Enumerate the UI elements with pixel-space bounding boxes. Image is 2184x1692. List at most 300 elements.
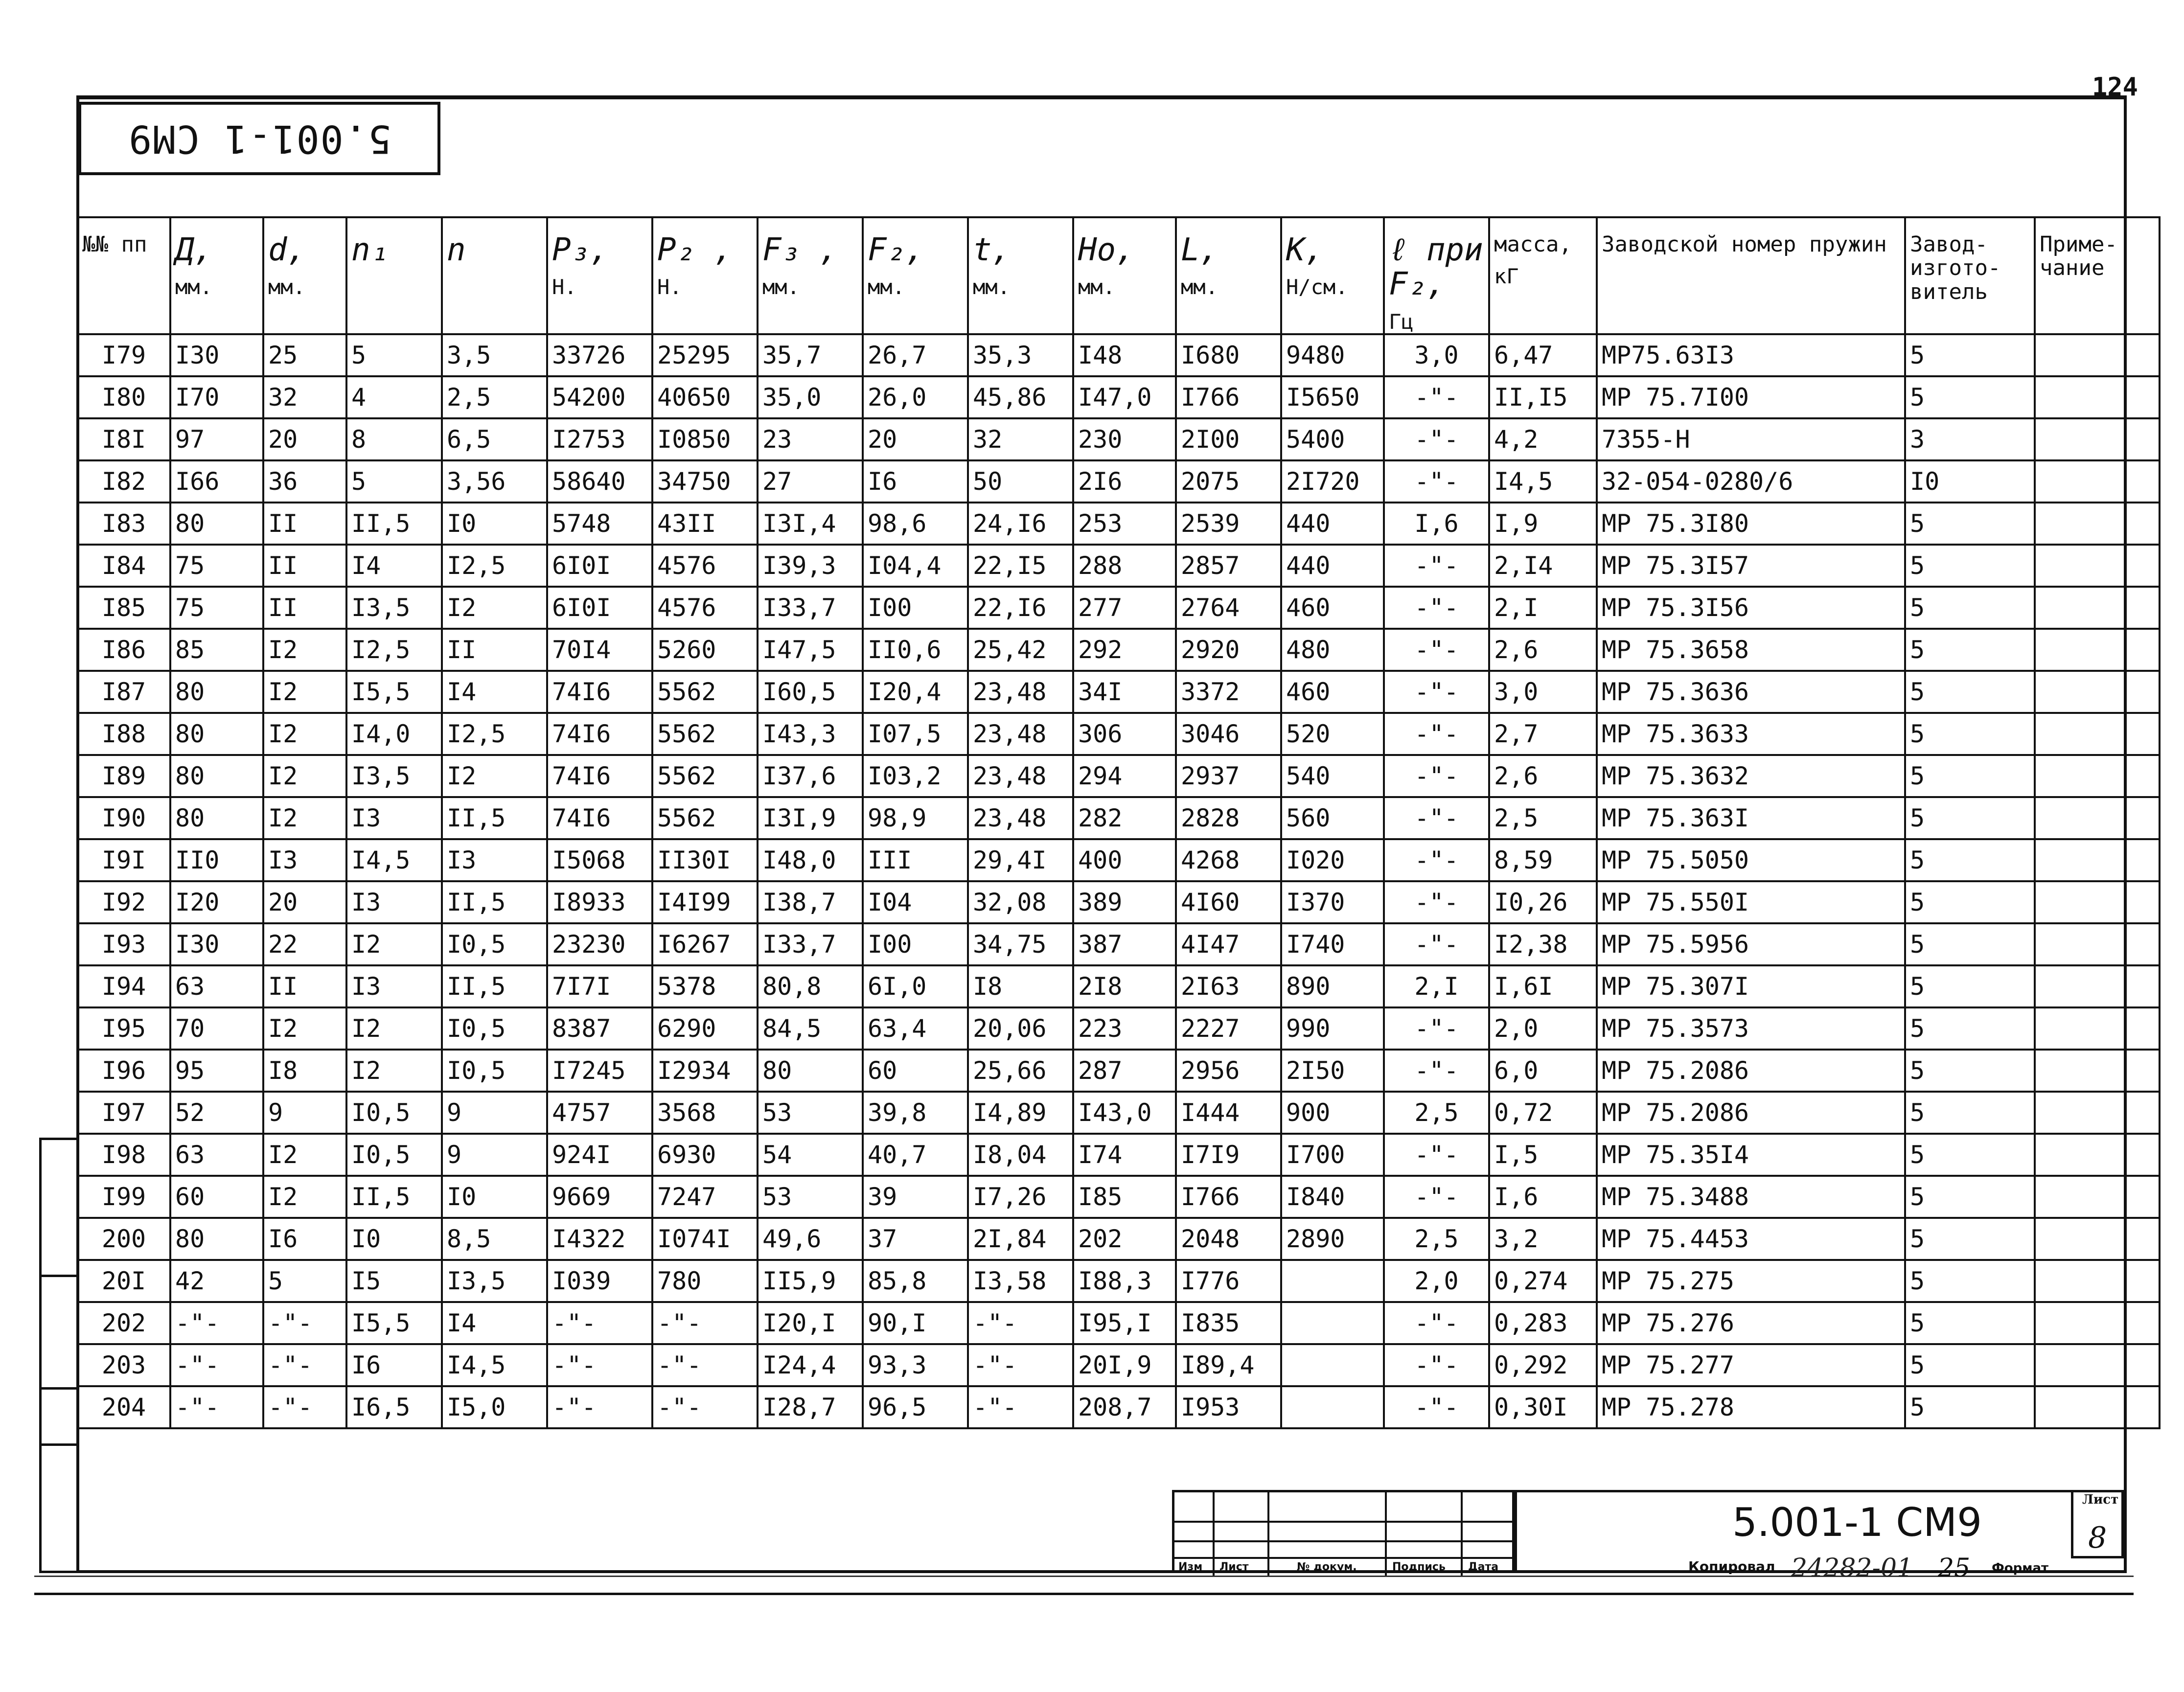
table-cell: I0,5 [442, 923, 547, 965]
table-cell: 208,7 [1073, 1386, 1176, 1428]
table-cell: I2,5 [442, 713, 547, 755]
table-cell: 22,I6 [968, 587, 1073, 629]
table-cell: 389 [1073, 881, 1176, 923]
table-body [77, 334, 2160, 1428]
table-cell: I,6 [1489, 1176, 1597, 1218]
table-cell: 3,2 [1489, 1218, 1597, 1260]
table-row [77, 1302, 2160, 1344]
table-cell: 8 [346, 418, 442, 460]
table-cell [2035, 545, 2160, 587]
column-header-label: n [447, 232, 466, 268]
table-cell: 63,4 [863, 1007, 968, 1050]
table-row [77, 334, 2160, 376]
table-cell: I4,89 [968, 1092, 1073, 1134]
table-cell: 3372 [1176, 671, 1281, 713]
table-cell: 2,0 [1489, 1007, 1597, 1050]
table-cell: 34I [1073, 671, 1176, 713]
table-cell: 5 [1905, 503, 2035, 545]
table-cell: -"- [1384, 1134, 1489, 1176]
table-cell: 23230 [547, 923, 652, 965]
table-cell: I,6I [1489, 965, 1597, 1007]
table-cell: I4,5 [1489, 460, 1597, 503]
table-cell: 4I60 [1176, 881, 1281, 923]
table-cell: I3I,9 [758, 797, 863, 839]
column-header-label: P₃, [552, 232, 609, 268]
table-cell: I48,0 [758, 839, 863, 881]
column-header-unit: мм. [973, 275, 1010, 299]
table-cell: 23,48 [968, 755, 1073, 797]
table-cell: -"- [1384, 1007, 1489, 1050]
table-cell: 5 [1905, 1260, 2035, 1302]
column-header-unit: Н/см. [1286, 275, 1348, 299]
table-cell: 277 [1073, 587, 1176, 629]
table-cell: 4757 [547, 1092, 652, 1134]
table-cell: I2 [442, 755, 547, 797]
table-cell: II0 [170, 839, 263, 881]
table-cell: I2 [346, 1007, 442, 1050]
table-cell: 3 [1905, 418, 2035, 460]
table-cell: I0850 [652, 418, 758, 460]
table-cell: I8 [263, 1050, 346, 1092]
table-cell: I6267 [652, 923, 758, 965]
table-cell [2035, 334, 2160, 376]
table-cell [2035, 587, 2160, 629]
table-cell: 5378 [652, 965, 758, 1007]
table-cell: -"- [968, 1302, 1073, 1344]
table-cell: 2I63 [1176, 965, 1281, 1007]
table-cell: I33,7 [758, 923, 863, 965]
table-cell: I7I9 [1176, 1134, 1281, 1176]
table-cell: I84 [77, 545, 170, 587]
table-cell [2035, 629, 2160, 671]
table-cell: 5 [1905, 1176, 2035, 1218]
table-cell: -"- [1384, 1176, 1489, 1218]
table-row [77, 1344, 2160, 1386]
table-cell: I2 [346, 1050, 442, 1092]
column-header [1384, 217, 1489, 334]
table-cell: МР 75.277 [1597, 1344, 1905, 1386]
table-cell: 80 [170, 713, 263, 755]
table-cell: 5400 [1281, 418, 1384, 460]
column-header-unit: мм. [268, 275, 305, 299]
table-cell: I8 [968, 965, 1073, 1007]
table-cell: 70I4 [547, 629, 652, 671]
copied-label: Копировал [1688, 1558, 1775, 1575]
table-cell: I28,7 [758, 1386, 863, 1428]
table-cell: 5 [346, 334, 442, 376]
table-cell: 0,283 [1489, 1302, 1597, 1344]
spring-spec-table [76, 216, 2161, 1429]
table-cell: 80 [170, 503, 263, 545]
table-cell: I2 [263, 1007, 346, 1050]
table-cell: 2I,84 [968, 1218, 1073, 1260]
table-cell: -"- [263, 1302, 346, 1344]
table-cell: 2937 [1176, 755, 1281, 797]
table-cell: 294 [1073, 755, 1176, 797]
table-cell: I6 [863, 460, 968, 503]
table-cell: -"- [1384, 881, 1489, 923]
table-cell: 2I8 [1073, 965, 1176, 1007]
table-cell: МР 75.550I [1597, 881, 1905, 923]
table-cell: 2227 [1176, 1007, 1281, 1050]
column-header [2035, 217, 2160, 334]
binding-strip [39, 1138, 76, 1573]
table-cell: 5 [1905, 923, 2035, 965]
table-cell: I2 [263, 1176, 346, 1218]
table-cell: I80 [77, 376, 170, 418]
table-cell: 9480 [1281, 334, 1384, 376]
table-cell: 202 [1073, 1218, 1176, 1260]
column-header [170, 217, 263, 334]
table-cell: I70 [170, 376, 263, 418]
table-cell: 80 [170, 755, 263, 797]
table-cell: 560 [1281, 797, 1384, 839]
table-cell: 85 [170, 629, 263, 671]
table-cell: 2,5 [442, 376, 547, 418]
table-cell: -"- [1384, 1386, 1489, 1428]
table-cell: 5 [1905, 1134, 2035, 1176]
table-cell: 253 [1073, 503, 1176, 545]
table-cell [2035, 1176, 2160, 1218]
table-row [77, 923, 2160, 965]
table-cell: МР 75.3636 [1597, 671, 1905, 713]
table-cell: I8933 [547, 881, 652, 923]
table-cell: I5 [346, 1260, 442, 1302]
table-cell: I37,6 [758, 755, 863, 797]
column-header [863, 217, 968, 334]
table-cell: -"- [263, 1386, 346, 1428]
table-cell: I4I99 [652, 881, 758, 923]
table-cell: I766 [1176, 1176, 1281, 1218]
table-cell: 3,0 [1384, 334, 1489, 376]
table-cell: 60 [170, 1176, 263, 1218]
table-cell: I60,5 [758, 671, 863, 713]
column-header-label: L, [1181, 232, 1219, 268]
table-cell: 60 [863, 1050, 968, 1092]
table-row [77, 503, 2160, 545]
table-cell: I89 [77, 755, 170, 797]
table-cell: 6,47 [1489, 334, 1597, 376]
table-cell: I2 [263, 629, 346, 671]
table-cell: -"- [263, 1344, 346, 1386]
table-cell: I6,5 [346, 1386, 442, 1428]
table-row [77, 376, 2160, 418]
table-cell: I953 [1176, 1386, 1281, 1428]
column-header-unit: Н. [657, 275, 682, 299]
table-cell: 3568 [652, 1092, 758, 1134]
table-cell: 5 [1905, 1007, 2035, 1050]
table-cell: 45,86 [968, 376, 1073, 418]
table-cell: I04,4 [863, 545, 968, 587]
table-cell: I2934 [652, 1050, 758, 1092]
table-cell: I99 [77, 1176, 170, 1218]
table-cell: I2 [263, 1134, 346, 1176]
table-cell: 35,0 [758, 376, 863, 418]
table-cell: I04 [863, 881, 968, 923]
table-cell: -"- [170, 1386, 263, 1428]
table-cell: 203 [77, 1344, 170, 1386]
table-cell: МР 75.278 [1597, 1386, 1905, 1428]
column-header-label: К, [1286, 232, 1324, 268]
table-row [77, 460, 2160, 503]
table-cell: 202 [77, 1302, 170, 1344]
table-cell: II [263, 545, 346, 587]
table-cell: 5 [1905, 1386, 2035, 1428]
table-cell: 6930 [652, 1134, 758, 1176]
table-cell: 20I,9 [1073, 1344, 1176, 1386]
sheet-label: Лист [2082, 1492, 2119, 1507]
table-cell: -"- [1384, 1344, 1489, 1386]
table-cell: I074I [652, 1218, 758, 1260]
table-cell [2035, 839, 2160, 881]
table-cell: 90,I [863, 1302, 968, 1344]
table-cell: I3 [346, 965, 442, 1007]
table-cell: 0,292 [1489, 1344, 1597, 1386]
column-header-unit: мм. [1078, 275, 1115, 299]
table-cell: -"- [1384, 797, 1489, 839]
table-cell: I3 [346, 881, 442, 923]
column-header-unit: мм. [1181, 275, 1218, 299]
table-cell: I20,4 [863, 671, 968, 713]
column-header [1597, 217, 1905, 334]
table-cell [2035, 755, 2160, 797]
table-cell: 63 [170, 965, 263, 1007]
table-cell: I97 [77, 1092, 170, 1134]
table-row [77, 587, 2160, 629]
table-cell: 2539 [1176, 503, 1281, 545]
table-cell: II5,9 [758, 1260, 863, 1302]
table-cell: 25,42 [968, 629, 1073, 671]
title-block [1172, 1490, 2127, 1573]
format-number: 25 [1938, 1554, 1971, 1583]
table-row [77, 1176, 2160, 1218]
table-header-row [77, 217, 2160, 334]
table-cell: 23 [758, 418, 863, 460]
table-cell: I0 [346, 1218, 442, 1260]
table-cell: 63 [170, 1134, 263, 1176]
table-cell: 35,3 [968, 334, 1073, 376]
table-cell: -"- [1384, 629, 1489, 671]
column-header-label: F₃ , [762, 232, 838, 268]
table-cell: I5,5 [346, 1302, 442, 1344]
table-cell: I3I,4 [758, 503, 863, 545]
table-cell: 5 [263, 1260, 346, 1302]
table-cell: I5,5 [346, 671, 442, 713]
table-cell: 25295 [652, 334, 758, 376]
column-header [758, 217, 863, 334]
table-cell: 5 [1905, 587, 2035, 629]
table-row [77, 1092, 2160, 1134]
table-cell: I0,5 [442, 1007, 547, 1050]
table-cell: II [263, 965, 346, 1007]
table-cell: 460 [1281, 671, 1384, 713]
table-cell: 36 [263, 460, 346, 503]
table-cell: 2,7 [1489, 713, 1597, 755]
table-cell: 74I6 [547, 671, 652, 713]
table-cell: I2,38 [1489, 923, 1597, 965]
table-cell: 26,7 [863, 334, 968, 376]
table-cell: II,5 [442, 797, 547, 839]
table-cell: I00 [863, 923, 968, 965]
table-cell: II,5 [346, 503, 442, 545]
table-cell: 2,6 [1489, 755, 1597, 797]
table-cell: 2,I [1489, 587, 1597, 629]
table-cell [2035, 460, 2160, 503]
table-cell: 282 [1073, 797, 1176, 839]
table-cell: I6 [346, 1344, 442, 1386]
table-cell: 74I6 [547, 797, 652, 839]
table-cell: 2,5 [1384, 1092, 1489, 1134]
table-cell: I88 [77, 713, 170, 755]
table-cell: -"- [1384, 839, 1489, 881]
table-cell: -"- [1384, 1302, 1489, 1344]
table-cell: 84,5 [758, 1007, 863, 1050]
table-cell: I89,4 [1176, 1344, 1281, 1386]
table-cell: 22 [263, 923, 346, 965]
table-cell: 97 [170, 418, 263, 460]
table-cell: 9 [442, 1134, 547, 1176]
table-cell: 27 [758, 460, 863, 503]
table-cell: 5 [346, 460, 442, 503]
table-cell: 53 [758, 1176, 863, 1218]
table-cell: I30 [170, 334, 263, 376]
table-cell: 23,48 [968, 713, 1073, 755]
column-header [652, 217, 758, 334]
table-cell: I4322 [547, 1218, 652, 1260]
column-header [346, 217, 442, 334]
column-header-label: ℓ при F₂, [1389, 232, 1483, 303]
table-cell: 74I6 [547, 713, 652, 755]
column-header-unit: кГ [1494, 264, 1519, 289]
table-cell: 2,6 [1489, 629, 1597, 671]
table-cell: I0 [442, 503, 547, 545]
table-cell: -"- [1384, 418, 1489, 460]
table-cell: 2920 [1176, 629, 1281, 671]
table-cell: -"- [1384, 460, 1489, 503]
table-cell: 5 [1905, 1344, 2035, 1386]
table-cell: 4576 [652, 545, 758, 587]
table-cell: 387 [1073, 923, 1176, 965]
table-cell: 2,I4 [1489, 545, 1597, 587]
table-cell: МР 75.307I [1597, 965, 1905, 1007]
column-header [263, 217, 346, 334]
table-cell: 20 [863, 418, 968, 460]
table-cell: 3,5 [442, 334, 547, 376]
table-cell: 9669 [547, 1176, 652, 1218]
table-cell: МР 75.5050 [1597, 839, 1905, 881]
table-cell: -"- [652, 1302, 758, 1344]
revision-grid [1172, 1490, 1515, 1573]
table-cell: 20,06 [968, 1007, 1073, 1050]
table-cell: I0 [442, 1176, 547, 1218]
table-cell: 80 [170, 1218, 263, 1260]
table-cell: 32,08 [968, 881, 1073, 923]
table-cell: I39,3 [758, 545, 863, 587]
table-cell [2035, 1302, 2160, 1344]
table-cell: 5 [1905, 629, 2035, 671]
table-cell: 5 [1905, 545, 2035, 587]
table-cell: -"- [1384, 755, 1489, 797]
table-cell: 4 [346, 376, 442, 418]
table-cell: I5650 [1281, 376, 1384, 418]
table-cell: 74I6 [547, 755, 652, 797]
table-cell: 2890 [1281, 1218, 1384, 1260]
table-cell: 6,0 [1489, 1050, 1597, 1092]
table-cell: 54 [758, 1134, 863, 1176]
table-cell: I0 [1905, 460, 2035, 503]
table-cell [2035, 965, 2160, 1007]
table-cell: МР 75.275 [1597, 1260, 1905, 1302]
column-header [968, 217, 1073, 334]
table-cell: МР 75.3I80 [1597, 503, 1905, 545]
table-row [77, 797, 2160, 839]
table-cell: I7,26 [968, 1176, 1073, 1218]
table-cell: I6 [263, 1218, 346, 1260]
table-cell: 8,5 [442, 1218, 547, 1260]
table-cell: I,5 [1489, 1134, 1597, 1176]
table-cell: 40,7 [863, 1134, 968, 1176]
table-cell: 2956 [1176, 1050, 1281, 1092]
table-cell: 5 [1905, 713, 2035, 755]
table-cell: I5,0 [442, 1386, 547, 1428]
table-cell: I835 [1176, 1302, 1281, 1344]
table-cell: 5 [1905, 334, 2035, 376]
table-cell: I95 [77, 1007, 170, 1050]
table-cell: -"- [968, 1386, 1073, 1428]
column-header [77, 217, 170, 334]
table-cell: I7245 [547, 1050, 652, 1092]
column-header-unit: Н. [552, 275, 577, 299]
column-header-label: Завод- изгото- витель [1910, 232, 2001, 304]
table-cell: 75 [170, 545, 263, 587]
table-cell: I47,5 [758, 629, 863, 671]
table-cell: I03,2 [863, 755, 968, 797]
table-cell: МР 75.2086 [1597, 1092, 1905, 1134]
table-cell [1281, 1260, 1384, 1302]
table-cell: II [442, 629, 547, 671]
table-cell: 900 [1281, 1092, 1384, 1134]
table-cell: I3 [442, 839, 547, 881]
table-cell: I95,I [1073, 1302, 1176, 1344]
sheet-number: 8 [2088, 1521, 2107, 1555]
table-cell [2035, 671, 2160, 713]
column-header-label: P₂ , [657, 232, 733, 268]
table-cell: 93,3 [863, 1344, 968, 1386]
table-row [77, 1007, 2160, 1050]
table-cell: 4268 [1176, 839, 1281, 881]
table-cell: I2,5 [442, 545, 547, 587]
table-cell: -"- [170, 1344, 263, 1386]
table-cell: МР 75.2086 [1597, 1050, 1905, 1092]
table-cell: I2 [263, 671, 346, 713]
table-cell: -"- [1384, 587, 1489, 629]
table-cell: 204 [77, 1386, 170, 1428]
table-cell: 98,6 [863, 503, 968, 545]
table-cell [2035, 1092, 2160, 1134]
table-cell: I3,58 [968, 1260, 1073, 1302]
table-cell: 5 [1905, 1218, 2035, 1260]
table-cell: МР 75.3633 [1597, 713, 1905, 755]
table-row [77, 1134, 2160, 1176]
table-cell: I3,5 [346, 755, 442, 797]
table-cell: 440 [1281, 503, 1384, 545]
table-cell: 20 [263, 418, 346, 460]
table-cell: МР 75.3488 [1597, 1176, 1905, 1218]
table-cell: 20I [77, 1260, 170, 1302]
table-cell: 50 [968, 460, 1073, 503]
table-cell: 5 [1905, 881, 2035, 923]
table-cell: I47,0 [1073, 376, 1176, 418]
